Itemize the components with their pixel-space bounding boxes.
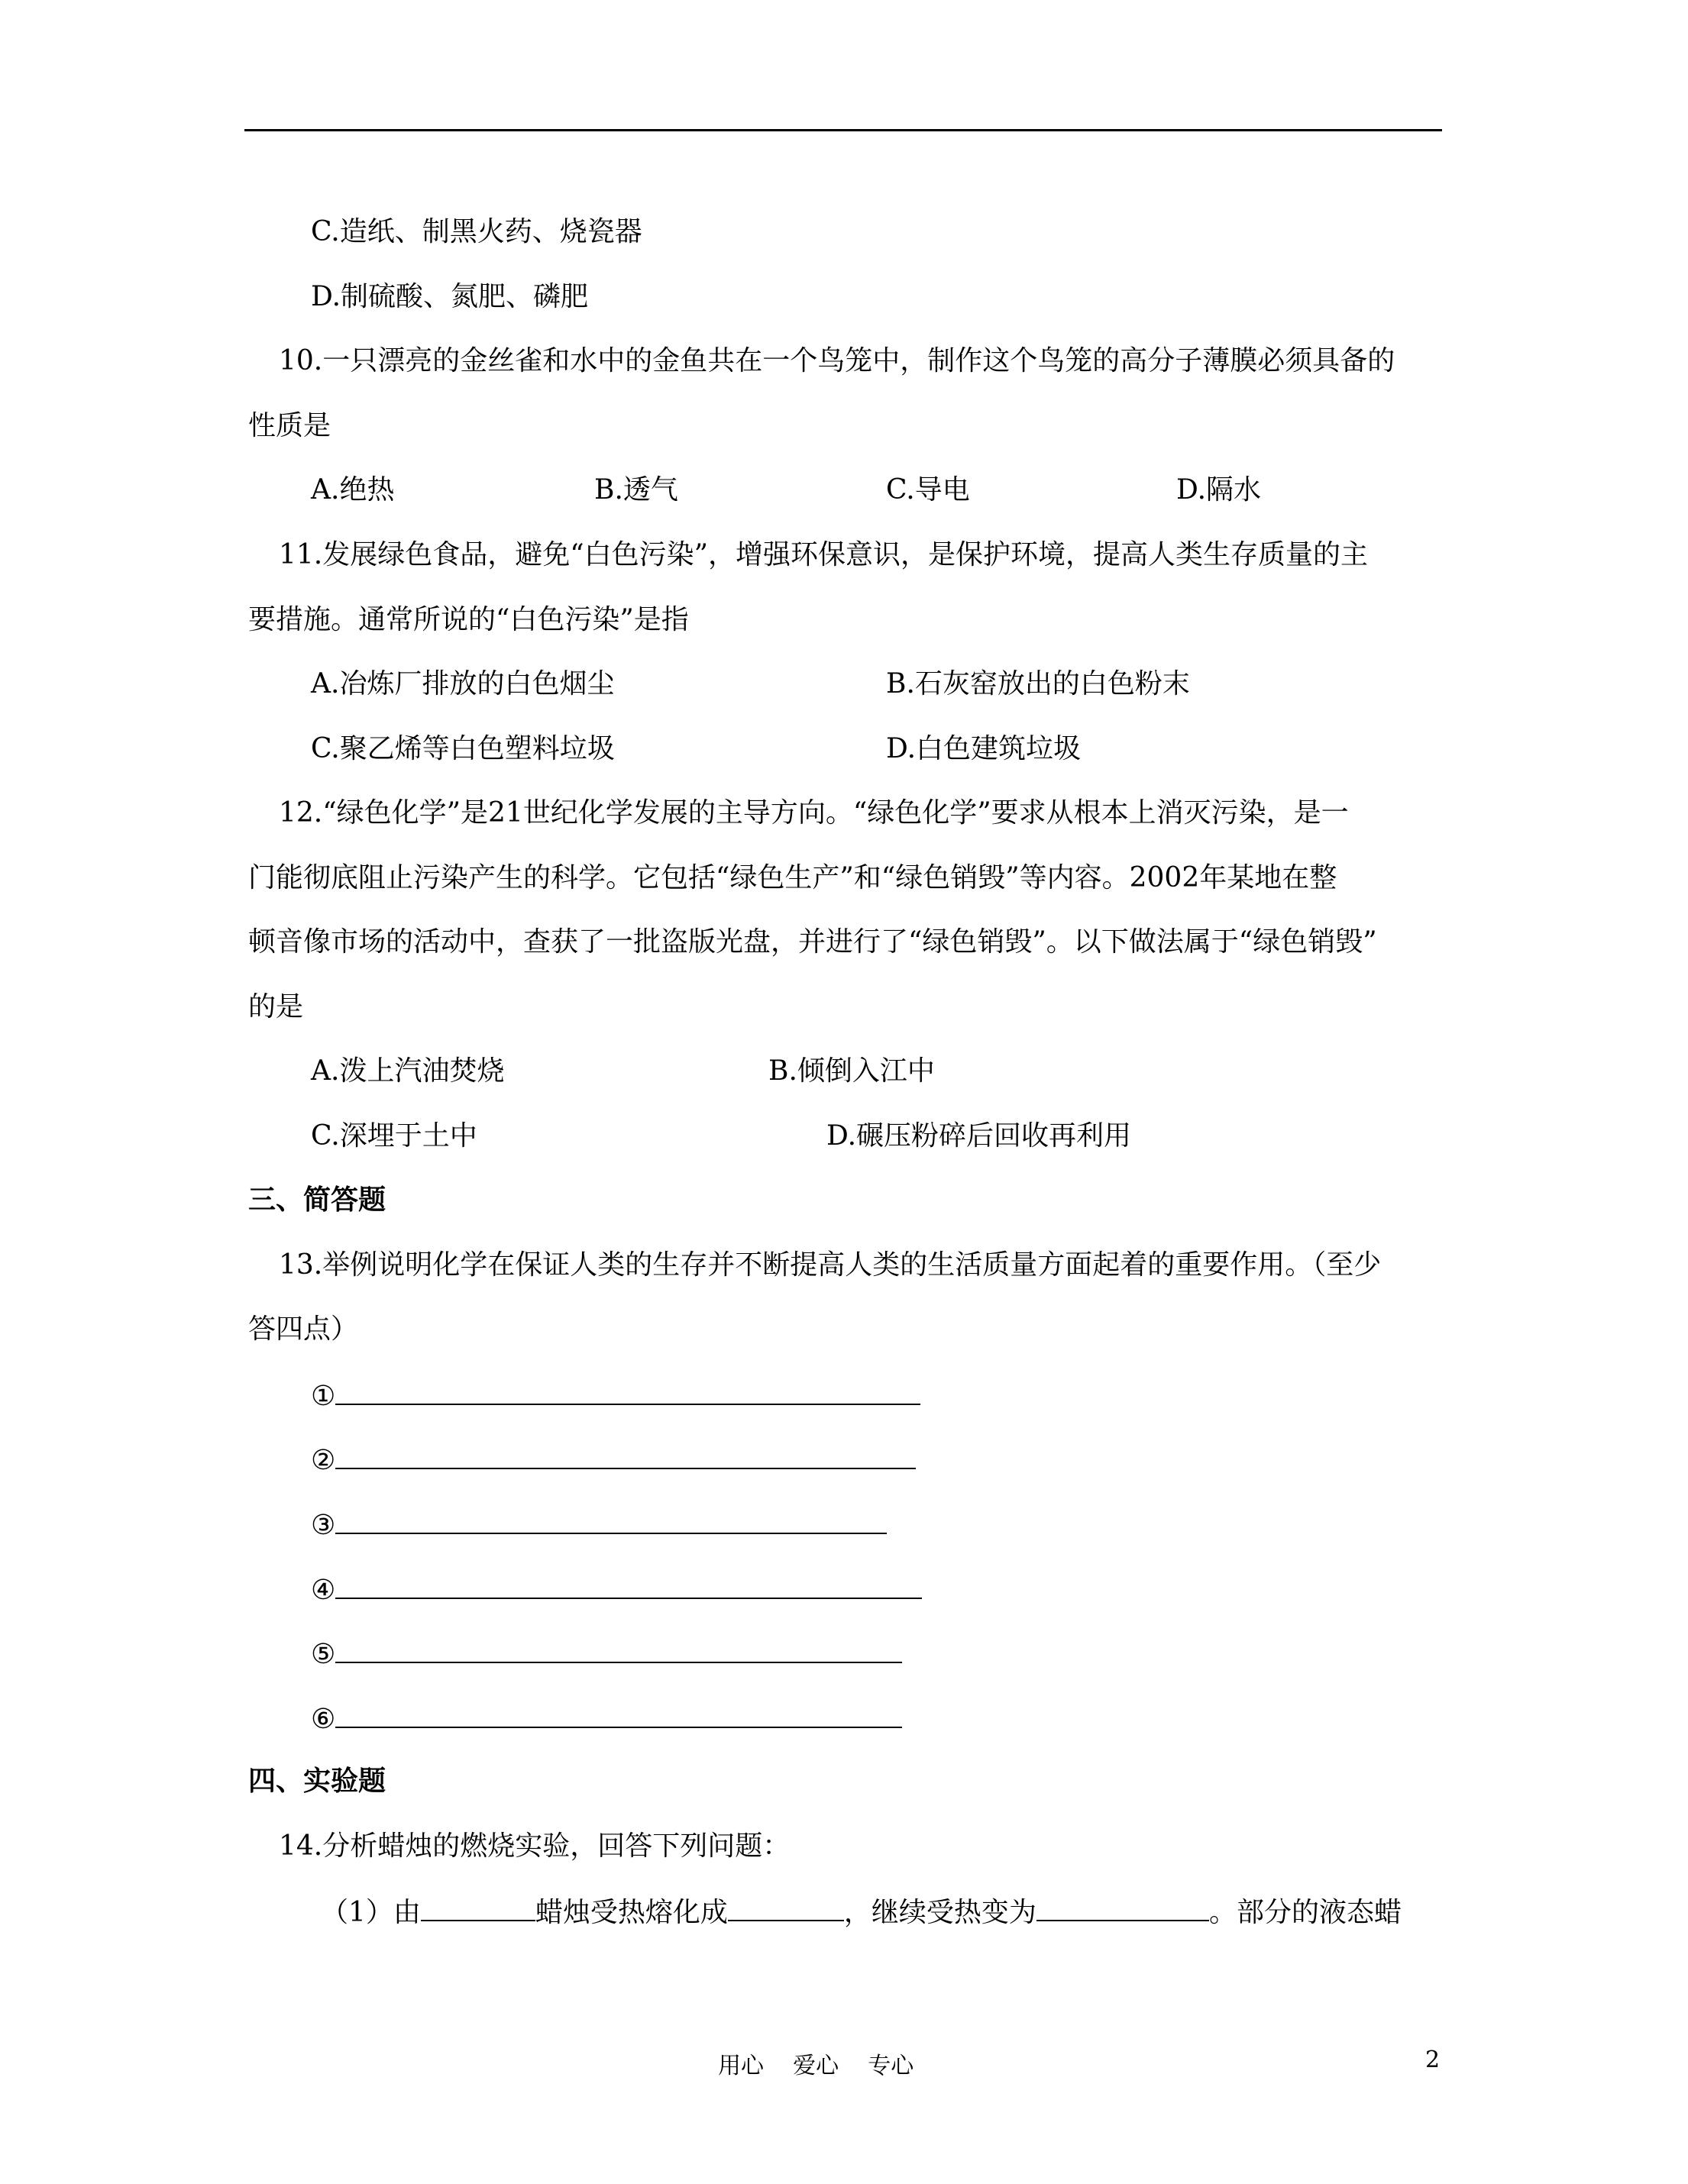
fill-blank[interactable]: [728, 1894, 844, 1921]
q11-text-line1: 11.发展绿色食品，避免“白色污染”，增强环保意识，是保护环境，提高人类生存质量的主: [279, 539, 1369, 570]
q12-text-line4: 的是: [248, 991, 304, 1023]
answer-marker: ②: [311, 1445, 336, 1476]
answer-input-line[interactable]: [335, 1636, 902, 1663]
page-number: 2: [1425, 2047, 1441, 2073]
answer-marker: ④: [311, 1575, 336, 1606]
q13-answer-row: [311, 1378, 920, 1411]
section-heading-short-answer: 三、简答题: [248, 1184, 386, 1216]
q13-text-line1: 13.举例说明化学在保证人类的生存并不断提高人类的生活质量方面起着的重要作用。（至少: [279, 1249, 1382, 1281]
q12-text-line2: 门能彻底阻止污染产生的科学。它包括“绿色生产”和“绿色销毁”等内容。2002年某地在整: [248, 862, 1337, 893]
q11-option-d: D.白色建筑垃圾: [886, 733, 1082, 764]
q14-part1-mid1: 蜡烛受热熔化成: [535, 1897, 728, 1928]
answer-marker: ⑤: [311, 1639, 336, 1670]
q12-text-line3: 顿音像市场的活动中，查获了一批盗版光盘，并进行了“绿色销毁”。以下做法属于“绿色销毁”: [248, 926, 1377, 958]
q13-answer-row: [311, 1572, 922, 1605]
q14-text-line1: 14.分析蜡烛的燃烧实验，回答下列问题：: [279, 1830, 791, 1862]
q10-option-b: B.透气: [594, 474, 678, 506]
q13-answer-row: [311, 1507, 887, 1540]
answer-marker: ①: [311, 1381, 336, 1412]
q10-option-a: A.绝热: [311, 474, 395, 506]
q13-text-line2: 答四点）: [248, 1313, 359, 1345]
fill-blank[interactable]: [421, 1894, 535, 1921]
q12-option-b: B.倾倒入江中: [768, 1055, 935, 1087]
header-rule: [244, 129, 1442, 131]
q12-option-c: C.深埋于土中: [311, 1120, 477, 1152]
answer-marker: ⑥: [311, 1704, 336, 1735]
q9-option-c: C.造纸、制黑火药、烧瓷器: [311, 216, 642, 247]
q9-option-d: D.制硫酸、氮肥、磷肥: [311, 281, 589, 312]
q13-answer-row: [311, 1442, 916, 1475]
footer-slogan: 用心 爱心 专心: [718, 2053, 914, 2079]
q10-option-d: D.隔水: [1176, 474, 1262, 506]
q12-option-a: A.泼上汽油焚烧: [311, 1055, 505, 1087]
q10-text-line2: 性质是: [248, 410, 331, 441]
q14-part1-prefix: （1）由: [321, 1897, 421, 1928]
q11-option-c: C.聚乙烯等白色塑料垃圾: [311, 733, 615, 764]
q13-answer-row: [311, 1636, 902, 1669]
q14-part1-mid2: ，继续受热变为: [843, 1897, 1036, 1928]
q12-text-line1: 12.“绿色化学”是21世纪化学发展的主导方向。“绿色化学”要求从根本上消灭污染，是一: [279, 797, 1349, 829]
section-heading-experiment: 四、实验题: [248, 1766, 386, 1797]
q13-answer-row: [311, 1701, 902, 1734]
q10-option-c: C.导电: [886, 474, 970, 506]
answer-marker: ③: [311, 1510, 336, 1541]
q14-part1: [321, 1894, 1402, 1927]
q11-option-b: B.石灰窑放出的白色粉末: [886, 668, 1190, 699]
answer-input-line[interactable]: [335, 1378, 920, 1405]
q14-part1-end: 。部分的液态蜡: [1208, 1897, 1402, 1928]
answer-input-line[interactable]: [335, 1701, 902, 1728]
q12-option-d: D.碾压粉碎后回收再利用: [826, 1120, 1132, 1152]
answer-input-line[interactable]: [335, 1572, 922, 1599]
q11-text-line2: 要措施。通常所说的“白色污染”是指: [248, 604, 689, 635]
answer-input-line[interactable]: [335, 1442, 916, 1469]
fill-blank[interactable]: [1036, 1894, 1209, 1921]
answer-input-line[interactable]: [335, 1507, 887, 1534]
q11-option-a: A.冶炼厂排放的白色烟尘: [311, 668, 615, 699]
q10-text-line1: 10.一只漂亮的金丝雀和水中的金鱼共在一个鸟笼中，制作这个鸟笼的高分子薄膜必须具备的: [279, 345, 1395, 376]
